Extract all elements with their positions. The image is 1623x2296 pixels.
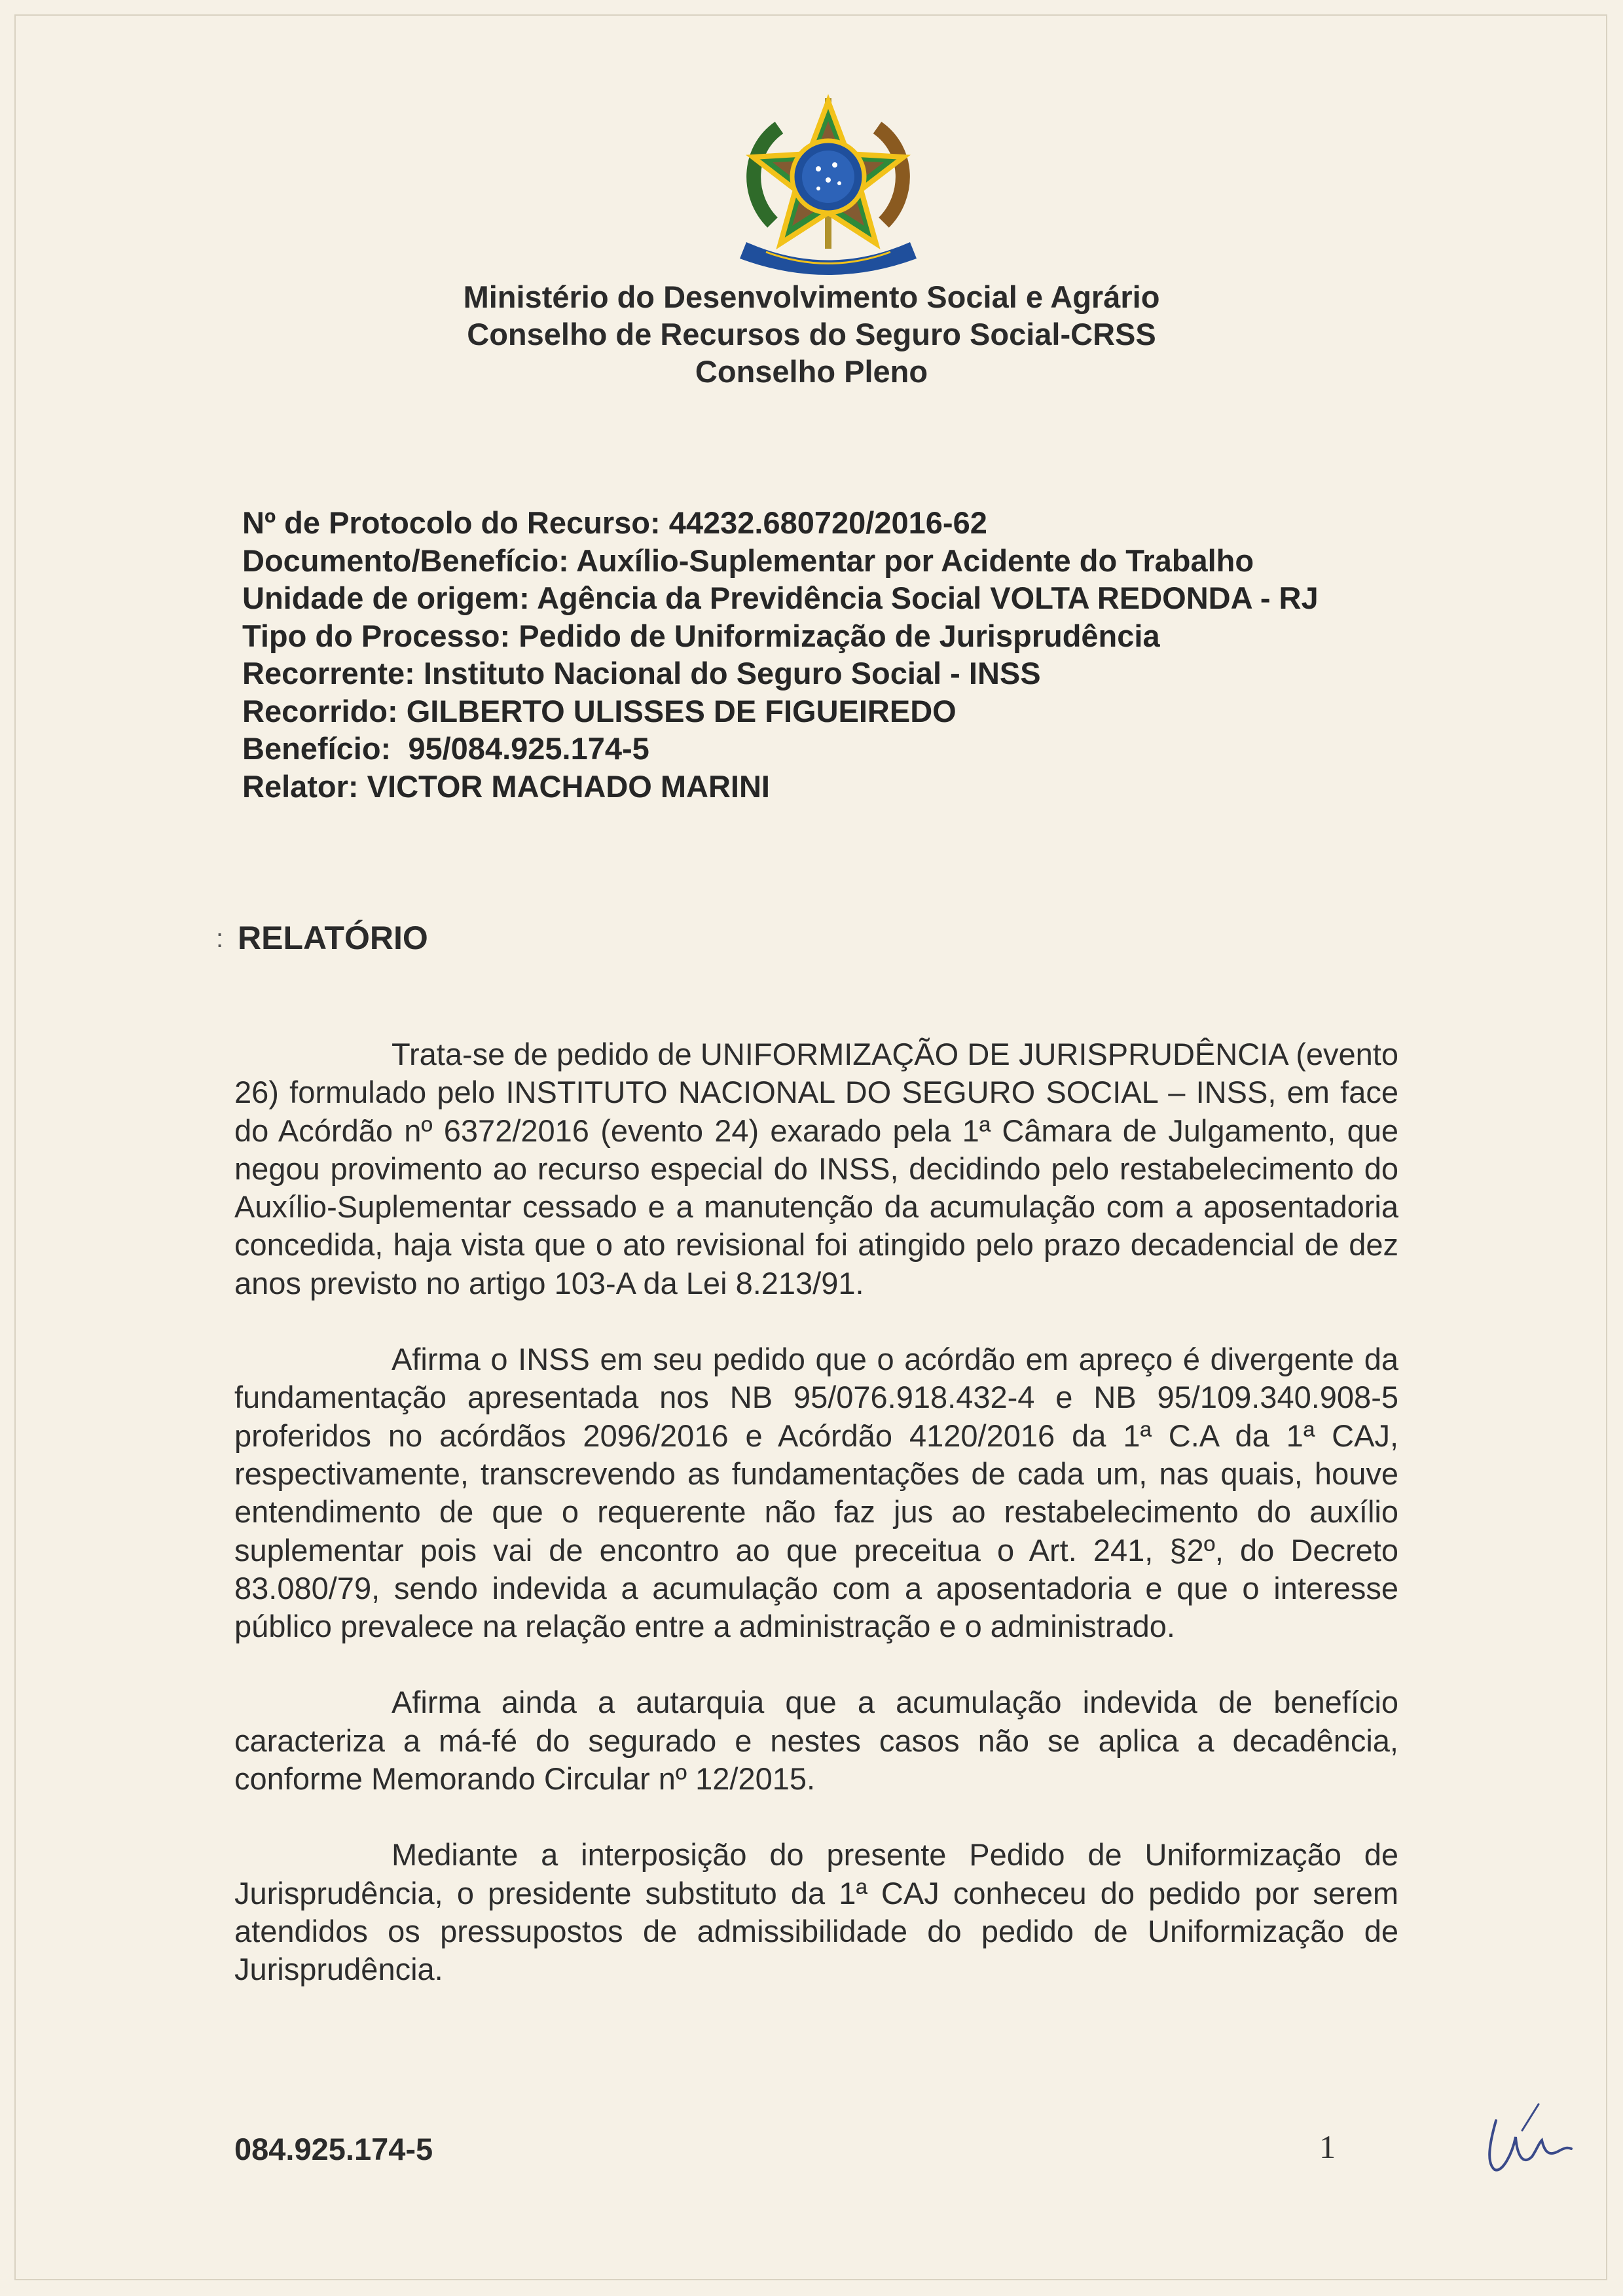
meta-protocol (242, 504, 1319, 542)
meta-label: Relator: (242, 768, 359, 804)
meta-origin-unit (242, 579, 1319, 617)
footer-reference: 084.925.174-5 (234, 2132, 433, 2166)
meta-process-type (242, 617, 1319, 655)
council-name: Conselho de Recursos do Seguro Social-CRSS (467, 317, 1156, 351)
meta-appellant (242, 655, 1319, 692)
meta-document (242, 542, 1319, 580)
margin-mark: : (216, 924, 224, 953)
paragraph: Afirma ainda a autarquia que a acumulação indevida de benefício caracteriza a má-fé do segurado e nestes casos não se aplica a decadência, conforme Memorando Circular nº 12/2015. (234, 1685, 1398, 1797)
board-name: Conselho Pleno (695, 354, 928, 389)
meta-value: Agência da Previdência Social VOLTA REDONDA - RJ (537, 581, 1319, 615)
meta-label: Benefício: (242, 731, 392, 766)
meta-value: VICTOR MACHADO MARINI (367, 768, 770, 804)
report-body (234, 1035, 1398, 2027)
paragraph: Mediante a interposição do presente Pedido de Uniformização de Jurisprudência, o presidente substituto da 1ª CAJ conheceu do pedido por serem atendidos os pressupostos de admissibilidade do pedido de Uniformização de Jurisprudência. (234, 1837, 1398, 1987)
meta-label: Unidade de origem: (242, 581, 530, 615)
handwritten-initials (1476, 2091, 1575, 2183)
meta-label: Nº de Protocolo do Recurso: (242, 505, 661, 540)
meta-value: 44232.680720/2016-62 (668, 505, 987, 540)
meta-rapporteur (242, 768, 1319, 806)
meta-label: Documento/Benefício: (242, 543, 569, 578)
meta-value: 95/084.925.174-5 (408, 731, 649, 766)
meta-label: Tipo do Processo: (242, 618, 511, 653)
meta-value: Instituto Nacional do Seguro Social - INSS (423, 656, 1041, 691)
meta-value: Pedido de Uniformização de Jurisprudência (519, 618, 1160, 653)
case-metadata (242, 504, 1319, 805)
ministry-name: Ministério do Desenvolvimento Social e Agrário (463, 279, 1160, 314)
section-title: RELATÓRIO (238, 920, 428, 956)
meta-label: Recorrente: (242, 656, 415, 691)
meta-label: Recorrido: (242, 693, 398, 728)
brazil-coat-of-arms-emblem (727, 92, 930, 288)
meta-value: Auxílio-Suplementar por Acidente do Trabalho (576, 543, 1254, 578)
meta-benefit (242, 730, 1319, 768)
document-header (0, 278, 1623, 390)
page-number: 1 (1319, 2128, 1336, 2165)
meta-value: GILBERTO ULISSES DE FIGUEIREDO (406, 693, 957, 728)
paragraph: Afirma o INSS em seu pedido que o acórdão em apreço é divergente da fundamentação apresentada nos NB 95/076.918.432-4 e NB 95/109.340.908-5 proferidos no acórdãos 2096/2016 e Acórdão 4120/2016 da 1ª C.A da 1ª CAJ, respectivamente, transcrevendo as fundamentações de cada um, nas quais, houve entendimento de que o requerente não faz jus ao restabelecimento do auxílio suplementar pois vai de encontro ao que preceitua o Art. 241, §2º, do Decreto 83.080/79, sendo indevida a acumulação com a aposentadoria e que o interesse público prevalece na relação entre a administração e o administrado. (234, 1342, 1398, 1644)
paragraph: Trata-se de pedido de UNIFORMIZAÇÃO DE JURISPRUDÊNCIA (evento 26) formulado pelo INSTITUTO NACIONAL DO SEGURO SOCIAL – INSS, em face do Acórdão nº 6372/2016 (evento 24) exarado pela 1ª Câmara de Julgamento, que negou provimento ao recurso especial do INSS, decidindo pelo restabelecimento do Auxílio-Suplementar cessado e a manutenção da acumulação com a aposentadoria concedida, haja vista que o ato revisional foi atingido pelo prazo decadencial de dez anos previsto no artigo 103-A da Lei 8.213/91. (234, 1037, 1398, 1300)
meta-respondent (242, 692, 1319, 730)
